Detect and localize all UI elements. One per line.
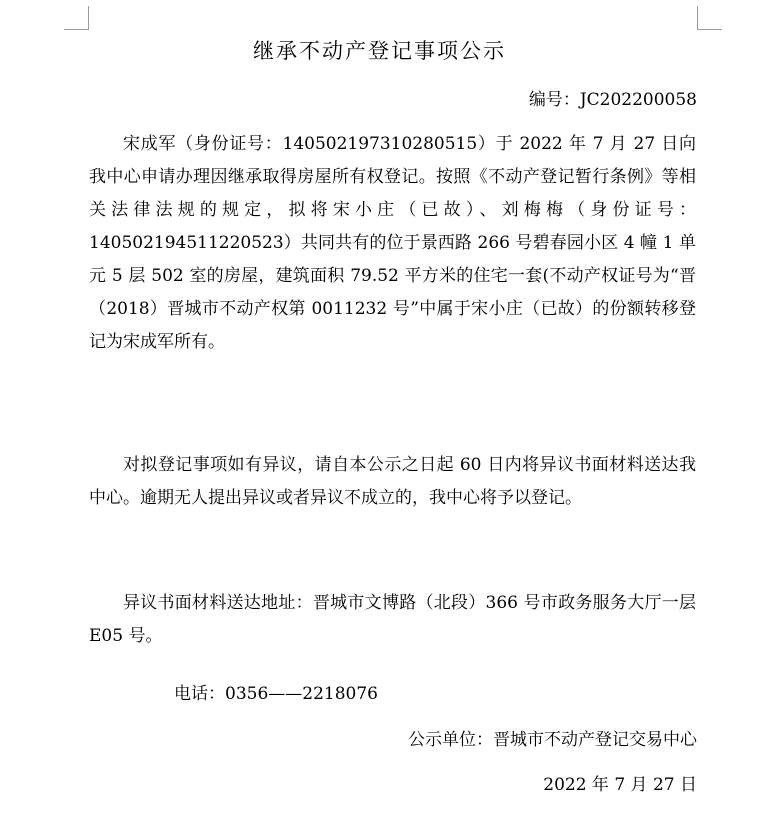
document-number: 编号：JC202200058 bbox=[528, 90, 697, 110]
notice-paragraph-main: 宋成军（身份证号：140502197310280515）于 2022 年 7 月 27 日向我中心申请办理因继承取得房屋所有权登记。按照《不动产登记暂行条例》等相关法律法规的规定，拟将宋小庄（已故）、刘梅梅（身份证号：140502194511220523）共同共有的位于景西路 266 号碧春园小区 4 幢 1 单元 5 层 502 室的房屋，建筑面积 79.52 平方米的住宅一套(不动产权证号为“晋（2018）晋城市不动产权第 0011232 号”中属于宋小庄（已故）的份额转移登记为宋成军所有。 bbox=[89, 134, 696, 352]
notice-paragraph-objection: 对拟登记事项如有异议，请自本公示之日起 60 日内将异议书面材料送达我中心。逾期无人提出异议或者异议不成立的，我中心将予以登记。 bbox=[89, 455, 696, 508]
crop-mark-top-right-vertical bbox=[697, 6, 698, 30]
issuing-organization: 公示单位：晋城市不动产登记交易中心 bbox=[408, 730, 697, 750]
crop-mark-top-right-horizontal bbox=[697, 29, 722, 30]
notice-paragraph-address: 异议书面材料送达地址：晋城市文博路（北段）366 号市政务服务大厅一层 E05 号。 bbox=[89, 593, 696, 646]
issue-date: 2022 年 7 月 27 日 bbox=[543, 775, 697, 795]
crop-mark-top-left-horizontal bbox=[64, 29, 89, 30]
crop-mark-top-left-vertical bbox=[88, 6, 89, 30]
contact-phone: 电话：0356——2218076 bbox=[174, 684, 378, 704]
document-title: 继承不动产登记事项公示 bbox=[253, 39, 506, 63]
